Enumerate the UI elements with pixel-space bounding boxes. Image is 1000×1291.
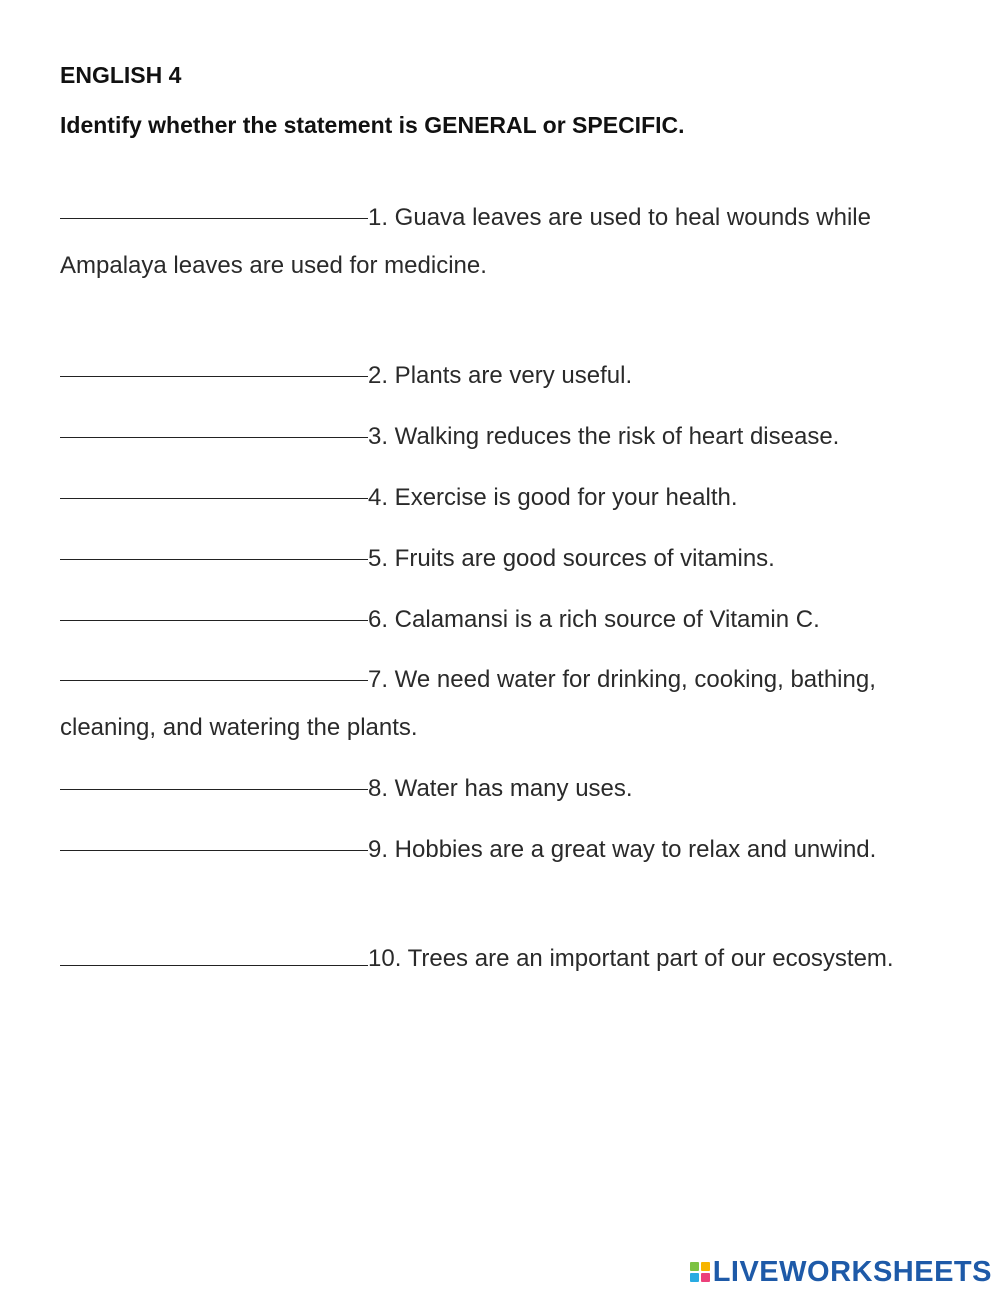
answer-input-2[interactable] [60, 366, 368, 390]
question-3-text: 3. Walking reduces the risk of heart disease. [368, 423, 840, 450]
answer-blank-8[interactable] [60, 765, 368, 790]
question-4 [60, 474, 940, 522]
question-2-text: 2. Plants are very useful. [368, 362, 633, 389]
answer-input-4[interactable] [60, 488, 368, 512]
question-8 [60, 765, 940, 813]
answer-input-9[interactable] [60, 840, 368, 864]
liveworksheets-logo [690, 1254, 992, 1290]
question-4-text: 4. Exercise is good for your health. [368, 484, 738, 511]
answer-input-6[interactable] [60, 610, 368, 634]
liveworksheets-logo-icon [690, 1262, 710, 1282]
answer-input-10[interactable] [60, 949, 368, 973]
answer-input-3[interactable] [60, 427, 368, 451]
answer-input-5[interactable] [60, 549, 368, 573]
answer-blank-2[interactable] [60, 352, 368, 377]
worksheet-subject: ENGLISH 4 [60, 62, 182, 88]
question-5 [60, 535, 940, 583]
answer-blank-1[interactable] [60, 194, 368, 219]
question-5-text: 5. Fruits are good sources of vitamins. [368, 545, 775, 572]
answer-blank-4[interactable] [60, 474, 368, 499]
answer-blank-5[interactable] [60, 535, 368, 560]
question-10 [60, 935, 940, 977]
question-2 [60, 352, 940, 400]
question-9 [60, 826, 940, 874]
answer-blank-9[interactable] [60, 826, 368, 851]
answer-input-8[interactable] [60, 779, 368, 803]
answer-blank-10[interactable] [60, 941, 368, 966]
question-7 [60, 656, 940, 752]
answer-input-7[interactable] [60, 670, 368, 694]
answer-blank-3[interactable] [60, 413, 368, 438]
question-1 [60, 194, 940, 290]
question-6-text: 6. Calamansi is a rich source of Vitamin C. [368, 606, 820, 633]
question-1-text: 1. Guava leaves are used to heal wounds while Ampalaya leaves are used for medicine. [60, 204, 871, 279]
question-10-text: 10. Trees are an important part of our ecosystem. [368, 945, 894, 972]
question-3 [60, 413, 940, 461]
worksheet-instruction: Identify whether the statement is GENERAL or SPECIFIC. [60, 112, 685, 138]
answer-blank-6[interactable] [60, 596, 368, 621]
liveworksheets-logo-text: LIVEWORKSHEETS [712, 1255, 992, 1288]
answer-input-1[interactable] [60, 208, 368, 232]
question-7-text: 7. We need water for drinking, cooking, bathing, cleaning, and watering the plants. [60, 666, 876, 741]
question-9-text: 9. Hobbies are a great way to relax and unwind. [368, 836, 877, 863]
question-8-text: 8. Water has many uses. [368, 775, 633, 802]
answer-blank-7[interactable] [60, 656, 368, 681]
question-6 [60, 596, 940, 644]
